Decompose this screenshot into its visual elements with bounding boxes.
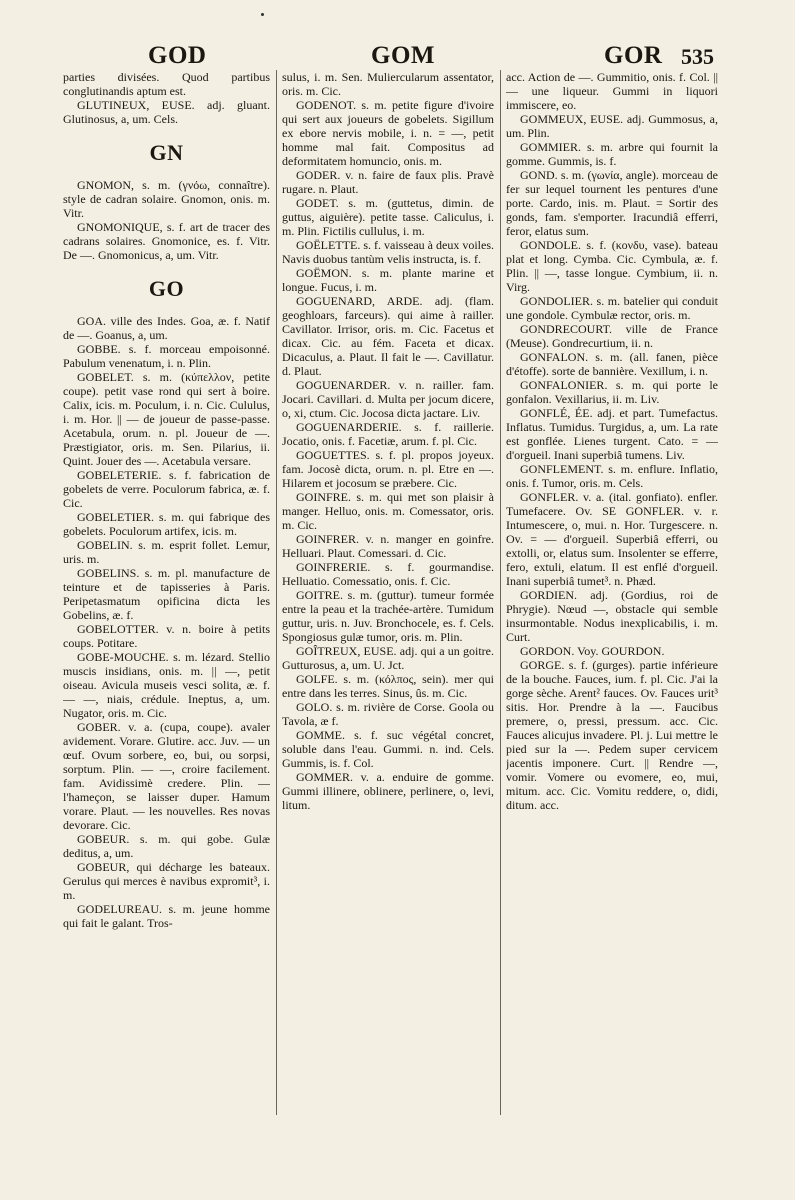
dictionary-entry: GOBER. v. a. (cupa, coupe). avaler avidement. Vorare. Glutire. acc. Juv. — un œuf. Ovum sorbere, eo, bui, ou sorpsi, sorptum. Plin. — —, croire facilement. fam. Avidissimè credere. Plin. — l'hameçon, se laisser duper. Hamum vorare. Plaut. — les nouvelles. Res novas devorare. Cic. — [63, 720, 270, 832]
left-guide-word: GOD — [148, 42, 207, 69]
column-divider — [500, 70, 501, 1115]
dictionary-entry: GOBELINS. s. m. pl. manufacture de teinture et de tapisseries à Paris. Peripetasmatum opificina dicta les Gobelins, æ. f. — [63, 566, 270, 622]
dictionary-entry: GOND. s. m. (γωνία, angle). morceau de fer sur lequel tournent les pentures d'une porte. Cardo, inis. m. Plaut. = Sortir des gonds, fam. s'emporter. Iracundiâ efferri, feror, elatus sum. — [506, 168, 718, 238]
dictionary-entry: GOBEUR. s. m. qui gobe. Gulæ deditus, a, um. — [63, 832, 270, 860]
continued-entry: sulus, i. m. Sen. Muliercularum assentator, oris. m. Cic. — [282, 70, 494, 98]
running-header — [0, 42, 795, 72]
column-right — [506, 70, 718, 1165]
dictionary-entry: GOA. ville des Indes. Goa, æ. f. Natif de —. Goanus, a, um. — [63, 314, 270, 342]
dictionary-entry: GONFLER. v. a. (ital. gonfiato). enfler. Tumefacere. Ov. SE GONFLER. v. r. Intumescere, o, mui. n. Hor. Turgescere. n. Ov. = — d'orgueil. Superbiâ efferri, ou extolli, or, elatus sum. Insolenter se efferre, fero, extuli, elatum. Il est enflé d'orgueil. Inani superbiâ tumet³. n. Phæd. — [506, 490, 718, 588]
dictionary-entry: GONFLÉ, ÉE. adj. et part. Tumefactus. Inflatus. Tumidus. Turgidus, a, um. La rate est gonflée. Lienes turgent. Cato. = — d'orgueil. Inani superbiâ tumens. Liv. — [506, 406, 718, 462]
dictionary-entry: GLUTINEUX, EUSE. adj. gluant. Glutinosus, a, um. Cels. — [63, 98, 270, 126]
dictionary-entry: GODELUREAU. s. m. jeune homme qui fait le galant. Tros- — [63, 902, 270, 930]
dictionary-entry: GOBELETIER. s. m. qui fabrique des gobelets. Poculorum artifex, icis. m. — [63, 510, 270, 538]
dictionary-entry: GORDON. Voy. GOURDON. — [520, 644, 665, 658]
dictionary-entry: GNOMON, s. m. (γνόω, connaître). style de cadran solaire. Gnomon, onis. m. Vitr. — [63, 178, 270, 220]
dictionary-entry: GOBELET. s. m. (κύπελλον, petite coupe). petit vase rond qui sert à boire. Calix, icis. m. Poculum, i. n. Cic. Cululus, i. m. Hor. || — de joueur de passe-passe. Acetabula, orum. n. pl. Joueur de —. Præstigiator, oris. m. Sen. Pilarius, ii. Quint. Jouer des —. Acetabula versare. — [63, 370, 270, 468]
dictionary-entry: GNOMONIQUE, s. f. art de tracer des cadrans solaires. Gnomonice, es. f. Vitr. De —. Gnomonicus, a, um. Vitr. — [63, 220, 270, 262]
dictionary-entry: GOBBE. s. f. morceau empoisonné. Pabulum venenatum, i. n. Plin. — [63, 342, 270, 370]
dictionary-entry: GOBEUR, qui décharge les bateaux. Gerulus qui merces è navibus expromit³, i. m. — [63, 860, 270, 902]
dictionary-entry: GOGUENARD, ARDE. adj. (flam. geoghloars, farceurs). qui aime à railler. Cavillator. Irrisor, oris. m. Cic. Facetus et dicax. Cic. au fém. Faceta et dicax. Dicaculus, a. Plaut. Il fait le —. Cavillatur. d. Plaut. — [282, 294, 494, 378]
dictionary-entry: GOÎTREUX, EUSE. adj. qui a un goitre. Gutturosus, a, um. U. Jct. — [282, 644, 494, 672]
dictionary-entry: GOLFE. s. m. (κόλπος, sein). mer qui entre dans les terres. Sinus, ûs. m. Cic. — [282, 672, 494, 700]
dictionary-entry: GONFLEMENT. s. m. enflure. Inflatio, onis. f. Tumor, oris. m. Cels. — [506, 462, 718, 490]
dictionary-entry: GORGE. s. f. (gurges). partie inférieure de la bouche. Fauces, ium. f. pl. Cic. J'ai la gorge sèche. Arent² fauces. Ov. Fauces urit³ sitis. Hor. Prendre à la —. Faucibus premere, o, pressi, pressum. acc. Cic. Fauces alicujus invadere. Pl. j. Lui mettre le pied sur la —. Pedem super cervicem jacentis imponere. Curt. || Rendre —, vomir. Vomere ou evomere, eo, mui, mitum. acc. Cic. Vomitu reddere, o, didi, ditum. acc. — [506, 658, 718, 812]
dictionary-entry: GOBELOTTER. v. n. boire à petits coups. Potitare. — [63, 622, 270, 650]
dictionary-entry: GOINFRERIE. s. f. gourmandise. Helluatio. Comessatio, onis. f. Cic. — [282, 560, 494, 588]
dictionary-entry: GODET. s. m. (guttetus, dimin. de guttus, aiguière). petite tasse. Caliculus, i. m. Plin. Fictilis cullulus, i. m. — [282, 196, 494, 238]
dictionary-entry: GOLO. s. m. rivière de Corse. Goola ou Tavola, æ f. — [282, 700, 494, 728]
dictionary-entry: GOGUETTES. s. f. pl. propos joyeux. fam. Jocosè dicta, orum. n. pl. Etre en —. Hilarem et jocosum se præbere. Cic. — [282, 448, 494, 490]
page-number: 535 — [681, 44, 714, 69]
dictionary-entry: GORDIEN. adj. (Gordius, roi de Phrygie). Nœud —, obstacle qui semble insurmontable. Nodus inexplicabilis, i. m. Curt. — [506, 588, 718, 644]
middle-guide-word: GOM — [371, 42, 435, 69]
dictionary-entry: GOMMER. v. a. enduire de gomme. Gummi illinere, oblinere, perlinere, o, levi, litum. — [282, 770, 494, 812]
dictionary-entry: GOBELIN. s. m. esprit follet. Lemur, uris. m. — [63, 538, 270, 566]
dictionary-entry: GONDOLIER. s. m. batelier qui conduit une gondole. Cymbulæ rector, oris. m. — [506, 294, 718, 322]
dictionary-entry: GOMME. s. f. suc végétal concret, soluble dans l'eau. Gummi. n. ind. Cels. Gummis, is. f. Col. — [282, 728, 494, 770]
dictionary-entry: GODENOT. s. m. petite figure d'ivoire qui sert aux joueurs de gobelets. Sigillum ex ebore nervis mobile, i. n. = —, petit homme mal fait. Compositus ad deformitatem homuncio, onis. m. — [282, 98, 494, 168]
printer-dot — [261, 13, 264, 16]
right-guide-word: GOR — [604, 42, 663, 69]
dictionary-entry: GONFALONIER. s. m. qui porte le gonfalon. Vexillarius, ii. m. Liv. — [506, 378, 718, 406]
dictionary-entry: GOBE-MOUCHE. s. m. lézard. Stellio muscis insidians, onis. m. || —, petit oiseau. Avicula museis vesci solita, æ. f. — —, niais, crédule. Ineptus, a, um. Nugator, oris. m. Cic. — [63, 650, 270, 720]
dictionary-entry: GOMMEUX, EUSE. adj. Gummosus, a, um. Plin. — [506, 112, 718, 140]
section-heading: GN — [149, 140, 184, 165]
dictionary-entry: GODER. v. n. faire de faux plis. Pravè rugare. n. Plaut. — [282, 168, 494, 196]
column-left — [63, 70, 270, 1165]
dictionary-entry: GOGUENARDERIE. s. f. raillerie. Jocatio, onis. f. Facetiæ, arum. f. pl. Cic. — [282, 420, 494, 448]
continued-entry: acc. Action de —. Gummitio, onis. f. Col. || — une liqueur. Gummi in liquori immiscere, eo. — [506, 70, 718, 112]
dictionary-entry: GOMMIER. s. m. arbre qui fournit la gomme. Gummis, is. f. — [506, 140, 718, 168]
dictionary-entry: GOGUENARDER. v. n. railler. fam. Jocari. Cavillari. d. Multa per jocum dicere, o, xi, ctum. Cic. Jocosa dicta jactare. Liv. — [282, 378, 494, 420]
dictionary-entry: GOITRE. s. m. (guttur). tumeur formée entre la peau et la trachée-artère. Tumidum guttur, uris. n. Juv. Bronchocele, es. f. Cels. Spongiosus gulæ tumor, oris. m. Plin. — [282, 588, 494, 644]
section-heading: GO — [148, 276, 185, 301]
dictionary-entry: GOINFRE. s. m. qui met son plaisir à manger. Helluo, onis. m. Comessator, oris. m. Cic. — [282, 490, 494, 532]
column-divider — [276, 70, 277, 1115]
dictionary-entry: GOBELETERIE. s. f. fabrication de gobelets de verre. Poculorum fabrica, æ. f. Cic. — [63, 468, 270, 510]
dictionary-entry: GOINFRER. v. n. manger en goinfre. Helluari. Plaut. Comessari. d. Cic. — [282, 532, 494, 560]
dictionary-entry: GONFALON. s. m. (all. fanen, pièce d'étoffe). sorte de bannière. Vexillum, i. n. — [506, 350, 718, 378]
column-middle — [282, 70, 494, 1165]
dictionary-entry: GOËLETTE. s. f. vaisseau à deux voiles. Navis duobus tantùm velis instructa, is. f. — [282, 238, 494, 266]
dictionary-entry: GONDRECOURT. ville de France (Meuse). Gondrecurtium, ii. n. — [506, 322, 718, 350]
continued-entry: parties divisées. Quod partibus conglutinandis aptum est. — [63, 70, 270, 98]
dictionary-entry: GOËMON. s. m. plante marine et longue. Fucus, i. m. — [282, 266, 494, 294]
dictionary-entry: GONDOLE. s. f. (κονδυ, vase). bateau plat et long. Cymba. Cic. Cymbula, æ. f. Plin. || —, tasse longue. Cymbium, ii. n. Virg. — [506, 238, 718, 294]
